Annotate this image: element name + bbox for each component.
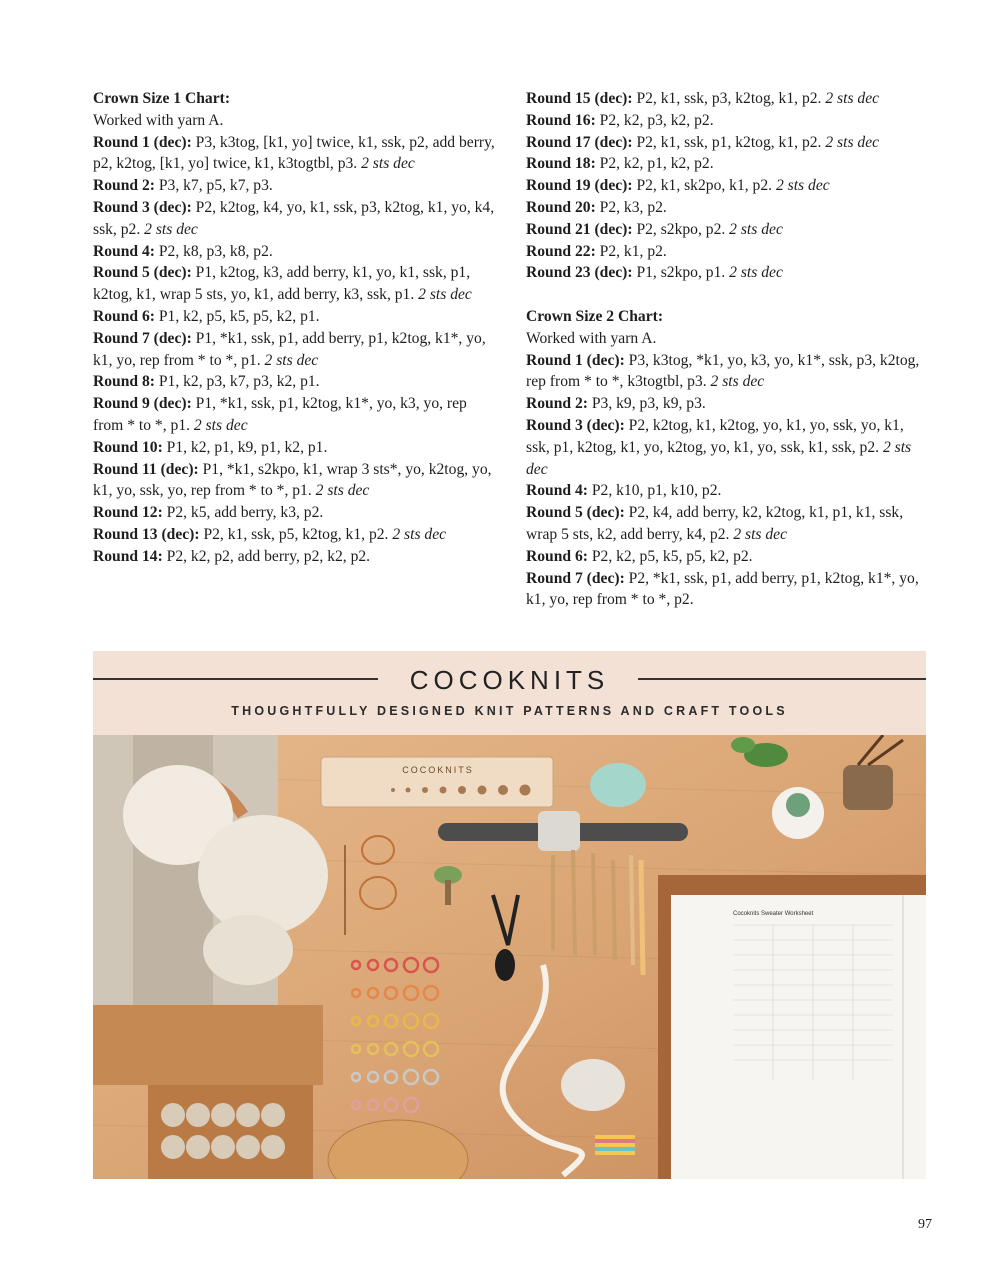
right-column-part-2 <box>526 306 931 611</box>
ad-tagline: THOUGHTFULLY DESIGNED KNIT PATTERNS AND CRAFT TOOLS <box>231 704 788 718</box>
round-text: P2, k10, p1, k10, p2. <box>587 482 722 500</box>
round-text: P2, k2, p5, k5, p5, k2, p2. <box>587 547 753 565</box>
instruction-line <box>526 153 931 175</box>
round-text: P3, k7, p5, k7, p3. <box>154 177 273 195</box>
round-text: P1, k2, p5, k5, p5, k2, p1. <box>154 307 320 325</box>
instruction-line <box>93 110 498 132</box>
instruction-line <box>93 88 498 110</box>
round-label: Round 6: <box>526 547 588 565</box>
round-label: Round 7 (dec): <box>526 569 625 587</box>
ad-rule-right <box>638 678 926 680</box>
decrease-note: 2 sts dec <box>825 133 880 151</box>
gauge-label: COCOKNITS <box>402 765 474 775</box>
decrease-note: 2 sts dec <box>193 416 248 434</box>
pebble <box>561 1059 625 1111</box>
decrease-note: 2 sts dec <box>733 525 788 543</box>
round-label: Round 10: <box>93 438 163 456</box>
round-label: Round 1 (dec): <box>526 351 625 369</box>
round-label: Crown Size 1 Chart: <box>93 90 231 107</box>
round-text: P2, k2tog, k4, yo, k1, ssk, p3, k2tog, k1, yo, k4, ssk, p2. <box>93 198 495 238</box>
round-label: Round 4: <box>93 242 155 260</box>
round-label: Round 21 (dec): <box>526 220 633 238</box>
round-label: Round 3 (dec): <box>526 416 625 434</box>
decrease-note: 2 sts dec <box>729 264 783 282</box>
decrease-note: 2 sts dec <box>729 220 783 238</box>
round-text: P2, k3, p2. <box>595 198 667 216</box>
round-label: Round 5 (dec): <box>93 264 192 282</box>
round-text: P1, k2, p3, k7, p3, k2, p1. <box>154 373 320 391</box>
round-text: P2, k2, p2, add berry, p2, k2, p2. <box>162 547 371 565</box>
instruction-line <box>93 262 498 306</box>
round-label: Round 23 (dec): <box>526 264 633 282</box>
needle-gauge <box>321 757 553 807</box>
decrease-note: 2 sts dec <box>361 155 415 173</box>
instruction-line <box>526 262 931 284</box>
instruction-line <box>526 480 931 502</box>
instruction-line <box>93 393 498 437</box>
round-text: P1, *k1, ssk, p1, k2tog, k1*, yo, k3, yo, rep from * to *, p1. <box>93 395 467 434</box>
round-text: P2, k1, ssk, p5, k2tog, k1, p2. <box>199 525 393 543</box>
round-label: Round 6: <box>93 307 155 325</box>
round-text: P1, *k1, ssk, p1, add berry, p1, k2tog, k1*, yo, k1, yo, rep from * to *, p1. <box>93 329 486 369</box>
round-label: Round 3 (dec): <box>93 198 192 216</box>
decrease-note: 2 sts dec <box>775 177 830 195</box>
instruction-line <box>93 241 498 263</box>
round-text: P2, k8, p3, k8, p2. <box>154 242 273 260</box>
round-text: P3, k3tog, *k1, yo, k3, yo, k1*, ssk, p3, k2tog, rep from * to *, k3togtbl, p3. <box>526 351 920 391</box>
instruction-line <box>93 502 498 524</box>
round-text: P3, k9, p3, k9, p3. <box>587 395 706 413</box>
page-number: 97 <box>918 1217 932 1232</box>
round-text: P2, k5, add berry, k3, p2. <box>162 504 324 522</box>
cocoknits-advertisement <box>93 651 926 1179</box>
instruction-line <box>526 415 931 480</box>
round-text: P2, s2kpo, p2. <box>632 220 730 238</box>
round-label: Round 4: <box>526 482 588 500</box>
instruction-line <box>526 241 931 263</box>
instruction-line <box>526 393 931 415</box>
left-column <box>93 88 498 568</box>
round-label: Round 20: <box>526 198 596 216</box>
instruction-line <box>93 328 498 372</box>
round-text: P1, *k1, s2kpo, k1, wrap 3 sts*, yo, k2tog, yo, k1, yo, ssk, yo, rep from * to *, p1. <box>93 460 492 500</box>
washi-tape <box>595 1135 635 1155</box>
round-text: P2, k4, add berry, k2, k2tog, k1, p1, k1, ssk, wrap 5 sts, k2, add berry, k4, p2. <box>526 504 904 543</box>
instruction-line <box>526 132 931 154</box>
instruction-line <box>526 502 931 546</box>
round-text: P3, k3tog, [k1, yo] twice, k1, ssk, p2, add berry, p2, k2tog, [k1, yo] twice, k1, k3togtbl, p3. <box>93 133 495 173</box>
round-text: P1, k2, p1, k9, p1, k2, p1. <box>162 438 328 456</box>
teal-stone <box>590 763 646 807</box>
decrease-note: 2 sts dec <box>825 90 880 107</box>
worksheet-title: Cocoknits Sweater Worksheet <box>733 911 814 917</box>
round-text: P2, k1, p2. <box>595 242 667 260</box>
round-text: P1, k2tog, k3, add berry, k1, yo, k1, ssk, p1, k2tog, k1, wrap 5 sts, yo, k1, add berry, k3, ssk, p1. <box>93 264 471 304</box>
instruction-line <box>93 197 498 241</box>
instruction-line <box>93 437 498 459</box>
instruction-line <box>526 350 931 394</box>
instruction-line <box>93 132 498 176</box>
round-text: P2, k2, p1, k2, p2. <box>595 155 714 173</box>
section-gap <box>526 284 931 306</box>
round-label: Crown Size 2 Chart: <box>526 307 664 325</box>
round-label: Round 15 (dec): <box>526 90 633 107</box>
round-label: Round 13 (dec): <box>93 525 200 543</box>
round-label: Round 2: <box>93 177 155 195</box>
round-label: Round 22: <box>526 242 596 260</box>
succulent-pot <box>772 787 824 839</box>
round-label: Round 5 (dec): <box>526 504 625 522</box>
round-text: P2, k1, ssk, p3, k2tog, k1, p2. <box>632 90 826 107</box>
round-text: P2, *k1, ssk, p1, add berry, p1, k2tog, k1*, yo, k1, yo, rep from * to *, p2. <box>526 569 919 609</box>
ad-brand: COCOKNITS <box>409 665 610 695</box>
decrease-note: 2 sts dec <box>315 482 370 500</box>
round-label: Round 11 (dec): <box>93 460 199 478</box>
round-label: Round 19 (dec): <box>526 177 633 195</box>
decrease-note: 2 sts dec <box>418 286 472 304</box>
round-label: Round 17 (dec): <box>526 133 633 151</box>
ad-header <box>93 651 926 735</box>
ad-product-photo <box>93 735 926 1179</box>
instruction-line <box>526 219 931 241</box>
round-label: Round 7 (dec): <box>93 329 192 347</box>
instruction-line <box>93 371 498 393</box>
round-text: Worked with yarn A. <box>93 111 224 129</box>
right-column-part-1 <box>526 88 931 284</box>
instruction-line <box>526 328 931 350</box>
decrease-note: 2 sts dec <box>526 438 912 478</box>
instruction-line <box>526 568 931 612</box>
decrease-note: 2 sts dec <box>144 220 198 238</box>
round-label: Round 9 (dec): <box>93 395 192 413</box>
instruction-line <box>526 110 931 132</box>
instruction-line <box>526 88 931 110</box>
round-label: Round 18: <box>526 155 596 173</box>
round-label: Round 2: <box>526 395 588 413</box>
round-text: Worked with yarn A. <box>526 329 657 347</box>
decrease-note: 2 sts dec <box>264 351 319 369</box>
instruction-line <box>93 459 498 503</box>
round-label: Round 16: <box>526 111 596 129</box>
decrease-note: 2 sts dec <box>392 525 447 543</box>
instruction-line <box>93 546 498 568</box>
ad-brand-row <box>93 665 926 695</box>
round-text: P2, k1, sk2po, k1, p2. <box>632 177 776 195</box>
round-label: Round 1 (dec): <box>93 133 192 151</box>
right-column <box>526 88 931 611</box>
round-text: P2, k2, p3, k2, p2. <box>595 111 714 129</box>
instruction-line <box>526 197 931 219</box>
instruction-line <box>526 306 931 328</box>
decrease-note: 2 sts dec <box>710 373 765 391</box>
round-text: P2, k1, ssk, p1, k2tog, k1, p2. <box>632 133 826 151</box>
instruction-line <box>93 524 498 546</box>
round-label: Round 14: <box>93 547 163 565</box>
instruction-line <box>93 306 498 328</box>
round-text: P1, s2kpo, p1. <box>632 264 730 282</box>
worksheet-binder <box>658 875 926 1179</box>
instruction-line <box>526 546 931 568</box>
instruction-line <box>526 175 931 197</box>
instruction-line <box>93 175 498 197</box>
round-label: Round 8: <box>93 373 155 391</box>
round-label: Round 12: <box>93 504 163 522</box>
round-text: P2, k2tog, k1, k2tog, yo, k1, yo, ssk, yo, k1, ssk, p1, k2tog, k1, yo, k2tog, yo, k1, yo, ssk, k1, ssk, p2. <box>526 416 904 456</box>
